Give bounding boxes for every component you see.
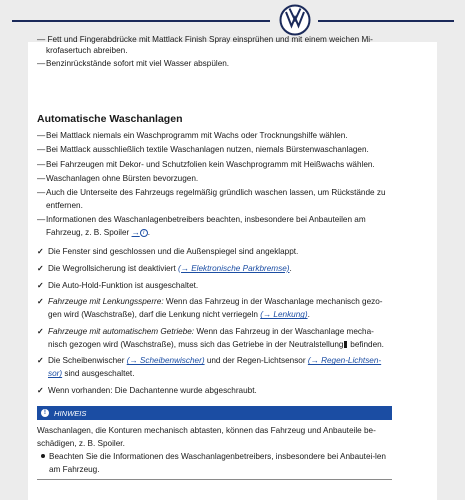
dash-item: — Bei Mattlack niemals ein Waschprogramm mit Wachs oder Trocknungshilfe wählen. <box>37 129 392 142</box>
check-item: ✓ Die Fenster sind geschlossen und die Außenspiegel sind angeklappt. <box>37 247 299 257</box>
section-title: Automatische Waschanlagen <box>37 113 183 125</box>
dash-item: — Bei Mattlack ausschließlich textile Waschanlagen nutzen, niemals Bürstenwaschanlagen. <box>37 143 392 156</box>
check-item: ✓ Fahrzeuge mit Lenkungssperre: Wenn das Fahrzeug in der Waschanlage mechanisch gezo-gen wird (Waschstraße), darf die Lenkung nicht verriegeln (→ Lenkung). <box>37 297 383 320</box>
check-icon: ✓ <box>37 247 44 257</box>
exclamation-icon: ! <box>41 409 49 417</box>
check-item: ✓ Die Scheibenwischer (→ Scheibenwischer) und der Regen-Lichtsensor (→ Regen-Lichtsen-sor) sind ausgeschaltet. <box>37 356 382 379</box>
link-scheibenwischer[interactable]: (→ Scheibenwischer) <box>126 356 205 366</box>
dash-item: — Auch die Unterseite des Fahrzeugs regelmäßig gründlich waschen lassen, um Rückstände zu entfernen. <box>37 186 392 212</box>
dash-item-info: — Informationen des Waschanlagenbetreibers beachten, insbesondere bei Anbauteilen am Fahrzeug, z. B. Spoiler → i . <box>37 213 392 239</box>
dash-item: — Bei Fahrzeugen mit Dekor- und Schutzfolien kein Waschprogramm mit Heißwachs wählen. <box>37 158 392 171</box>
intro-item: — Benzinrückstände sofort mit viel Wasser abspülen. <box>37 57 392 70</box>
hinweis-body <box>37 420 392 480</box>
info-item-text: Informationen des Waschanlagenbetreibers beachten, insbesondere bei Anbauteilen am Fahrzeug, z. B. Spoiler <box>46 215 366 238</box>
check-icon: ✓ <box>37 326 44 336</box>
check-icon: ✓ <box>37 297 44 307</box>
hinweis-bar <box>37 406 392 420</box>
cut-off-text: — Fett und Fingerabdrücke mit Mattlack Finish Spray einsprühen und mit einem weichen Mi- <box>37 35 373 44</box>
check-icon: ✓ <box>37 264 44 274</box>
header-line-left <box>12 20 270 22</box>
document-content <box>37 44 392 480</box>
info-icon[interactable]: i <box>140 229 148 237</box>
hinweis-bullet: Beachten Sie die Informationen des Waschanlagenbetreibers, insbesondere bei Anbautei-len am Fahrzeug. <box>37 450 392 476</box>
vw-logo-icon <box>279 4 311 36</box>
check-item: ✓ Die Auto-Hold-Funktion ist ausgeschaltet. <box>37 280 199 290</box>
dash-item: — Waschanlagen ohne Bürsten bevorzugen. <box>37 172 392 185</box>
check-item: ✓ Die Wegrollsicherung ist deaktiviert (→ Elektronische Parkbremse). <box>37 264 292 274</box>
hinweis-label: HINWEIS <box>54 408 87 418</box>
header-line-right <box>318 20 454 22</box>
link-lenkung[interactable]: (→ Lenkung) <box>260 310 308 320</box>
link-parkbremse[interactable]: (→ Elektronische Parkbremse) <box>178 264 290 274</box>
link-regen-lichtsensor[interactable]: (→ Regen-Lichtsen-sor) <box>48 356 382 379</box>
info-link[interactable]: → i <box>132 228 148 237</box>
hinweis-box <box>37 406 392 480</box>
check-item: ✓ Fahrzeuge mit automatischem Getriebe: Wenn das Fahrzeug in der Waschanlage mecha-nisch gezogen wird (Waschstraße), muss sich das Getriebe in der Neutralstellung befinden. <box>37 326 384 349</box>
neutral-gear-icon <box>344 341 347 348</box>
check-icon: ✓ <box>37 386 44 396</box>
check-icon: ✓ <box>37 280 44 290</box>
hinweis-text: Waschanlagen, die Konturen mechanisch abtasten, können das Fahrzeug und Anbauteile be-schädigen, z. B. Spoiler. <box>37 426 376 449</box>
check-item: ✓ Wenn vorhanden: Die Dachantenne wurde abgeschraubt. <box>37 386 257 396</box>
intro-continuation: krofasertuch abreiben. <box>46 46 128 55</box>
check-icon: ✓ <box>37 356 44 366</box>
